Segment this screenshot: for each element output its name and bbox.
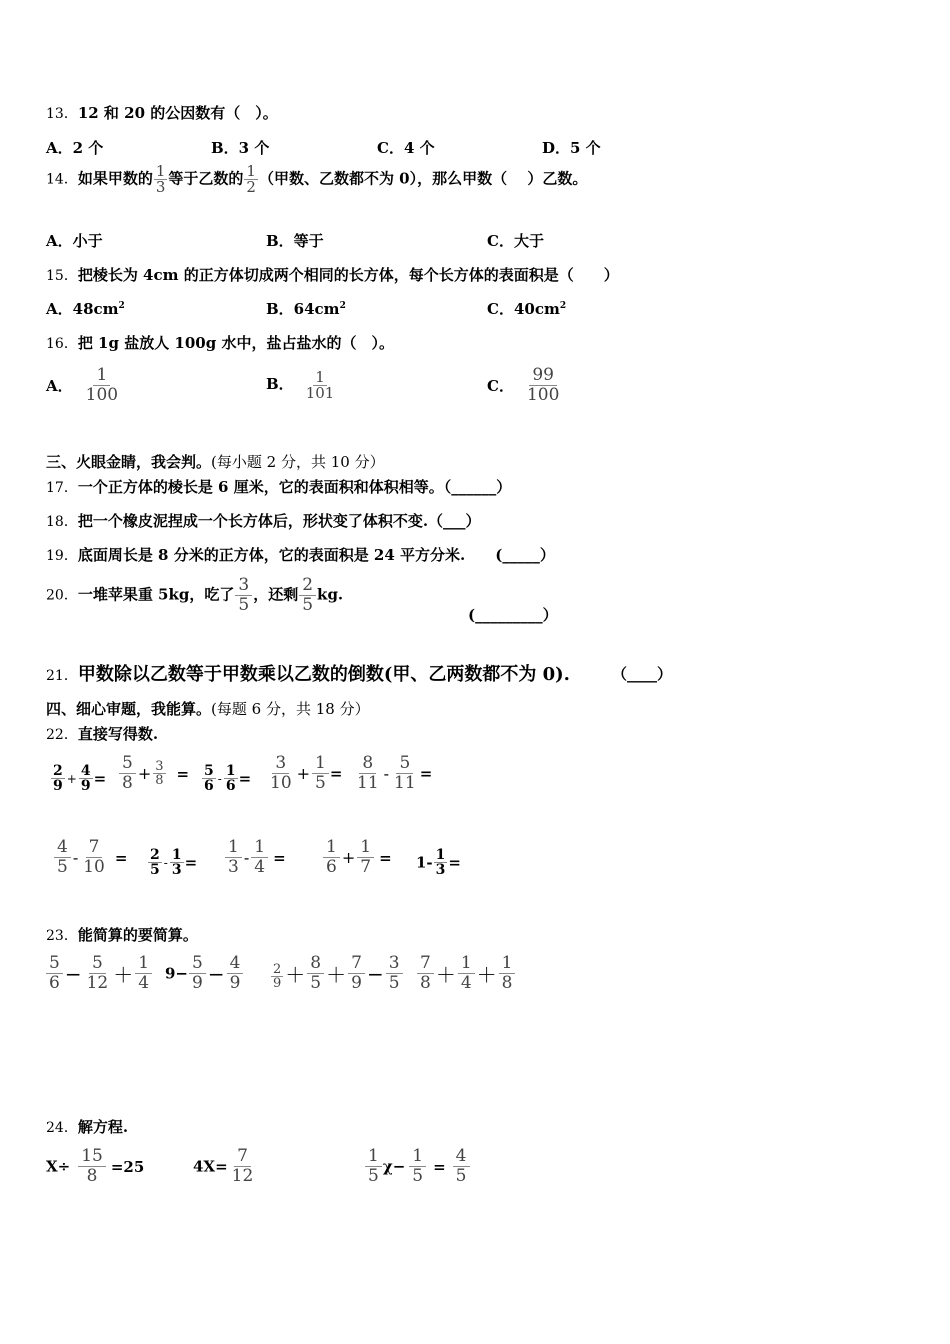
question-18	[46, 510, 481, 531]
question-text: 能简算的要简算。	[77, 926, 198, 944]
question-22	[46, 723, 158, 744]
question-text: 把一个橡皮泥捏成一个长方体后，形状变了体积不变.（___）	[77, 512, 481, 530]
question-number: 24．	[46, 1120, 78, 1136]
calc-item: $\frac{2}{9}$ + $\frac{4}{9}$ =	[53, 763, 107, 794]
question-text: 12 和 20 的公因数有（ ）。	[77, 104, 278, 122]
fraction: $\frac{1}{2}$	[246, 162, 256, 196]
question-text: 底面周长是 8 分米的正方体，它的表面积是 24 平方分米. (_____）	[77, 546, 555, 564]
calc-item: $\frac{1}{3}$ - $\frac{1}{4}$ =	[224, 838, 286, 877]
question-number: 20．	[46, 587, 78, 604]
calc-item: $\frac{3}{10}$ + $\frac{1}{5}$ =	[270, 753, 343, 793]
q13-option-b[interactable]: B．3 个	[211, 139, 270, 157]
question-text: 把 1g 盐放人 100g 水中，盐占盐水的（ ）。	[77, 334, 394, 352]
equation-item: X÷ $\frac{15}{8}$ =25	[46, 1146, 145, 1186]
q20-answer-blank[interactable]: (_________）	[468, 606, 558, 624]
q14-option-c[interactable]: C．大于	[487, 232, 544, 250]
question-21	[46, 660, 570, 686]
question-number: 18．	[46, 514, 78, 530]
question-number: 19．	[46, 548, 78, 564]
fraction: $\frac{1}{3}$	[155, 162, 166, 196]
question-number: 22．	[46, 727, 78, 743]
question-text: 把棱长为 4cm 的正方体切成两个相同的长方体，每个长方体的表面积是（ ）	[77, 266, 619, 284]
q14-option-b[interactable]: B．等于	[266, 232, 324, 250]
question-17	[46, 476, 511, 497]
equation-item: $\frac{1}{5}$ χ− $\frac{1}{5}$ = $\frac{4}{5}$	[364, 1147, 471, 1186]
calc-expression: 9− $\frac{5}{9}$ − $\frac{4}{9}$	[165, 954, 244, 993]
equation-item: 4X= $\frac{7}{12}$	[193, 1146, 254, 1186]
q15-option-c[interactable]: C．$40cm^2$	[487, 300, 567, 318]
question-number: 14．	[46, 171, 78, 188]
calc-item: $\frac{8}{11}$ - $\frac{5}{11}$ =	[357, 753, 433, 793]
calc-item: $\frac{2}{5}$ - $\frac{1}{3}$ =	[150, 847, 198, 878]
question-number: 23．	[46, 928, 78, 944]
q16-option-c[interactable]: C． $\frac{99}{100}$	[487, 365, 560, 405]
question-14	[46, 164, 587, 195]
question-text: 如果甲数的	[77, 169, 153, 188]
question-text: kg.	[317, 585, 344, 604]
fraction: $\frac{2}{5}$	[299, 576, 316, 615]
section-heading-3: 三、火眼金睛，我会判。(每小题 2 分，共 10 分）	[46, 453, 385, 471]
q16-option-a[interactable]: A． $\frac{1}{100}$	[46, 365, 119, 405]
q13-option-c[interactable]: C．4 个	[377, 139, 435, 157]
question-text: 等于乙数的	[168, 169, 244, 188]
question-text: （甲数、乙数都不为 0），那么甲数（ ）乙数。	[258, 169, 588, 188]
calc-item: 1- $\frac{1}{3}$ =	[416, 847, 461, 878]
question-16	[46, 332, 394, 353]
calc-expression: $\frac{7}{8}$ ＋ $\frac{1}{4}$ ＋ $\frac{1}{8}$	[416, 954, 516, 993]
question-number: 21．	[46, 668, 78, 684]
q13-option-d[interactable]: D．5 个	[542, 139, 601, 157]
question-text: 直接写得数.	[77, 725, 159, 743]
fraction: $\frac{3}{5}$	[235, 576, 252, 615]
question-text: 一堆苹果重 5kg，吃了	[77, 585, 235, 604]
question-20	[46, 576, 343, 615]
question-text: 甲数除以乙数等于甲数乘以乙数的倒数(甲、乙两数都不为 0).	[77, 664, 570, 685]
question-24	[46, 1116, 128, 1137]
question-number: 17．	[46, 480, 78, 496]
q14-option-a[interactable]: A．小于	[46, 232, 103, 250]
question-23	[46, 924, 198, 945]
calc-item: $\frac{1}{6}$ + $\frac{1}{7}$ =	[322, 838, 392, 877]
section-heading-4: 四、细心审题，我能算。(每题 6 分，共 18 分）	[46, 700, 370, 718]
calc-item: $\frac{5}{8}$ + $\frac{3}{8}$ =	[118, 754, 189, 793]
calc-item: $\frac{4}{5}$ - $\frac{7}{10}$ =	[53, 838, 127, 877]
question-15	[46, 264, 619, 285]
question-19	[46, 544, 555, 565]
calc-expression: $\frac{5}{6}$ − $\frac{5}{12}$ ＋ $\frac{1}{4}$	[45, 954, 153, 993]
q13-option-a[interactable]: A．2 个	[46, 139, 104, 157]
question-number: 13．	[46, 106, 78, 122]
question-text: 解方程.	[77, 1118, 129, 1136]
q15-option-a[interactable]: A．$48cm^2$	[46, 300, 125, 318]
calc-expression: $\frac{2}{9}$ ＋ $\frac{8}{5}$ ＋ $\frac{7}{9}$ − $\frac{3}{5}$	[270, 954, 404, 993]
q16-option-b[interactable]: B． $\frac{1}{101}$	[266, 368, 335, 402]
question-text: ，还剩	[253, 585, 299, 604]
question-13	[46, 102, 278, 123]
question-number: 15．	[46, 268, 78, 284]
calc-item: $\frac{5}{6}$ - $\frac{1}{6}$ =	[204, 763, 252, 794]
question-text: 一个正方体的棱长是 6 厘米，它的表面积和体积相等。（______）	[77, 478, 512, 496]
q21-answer-blank[interactable]: （____）	[612, 665, 673, 683]
question-number: 16．	[46, 336, 78, 352]
q15-option-b[interactable]: B．$64cm^2$	[266, 300, 346, 318]
